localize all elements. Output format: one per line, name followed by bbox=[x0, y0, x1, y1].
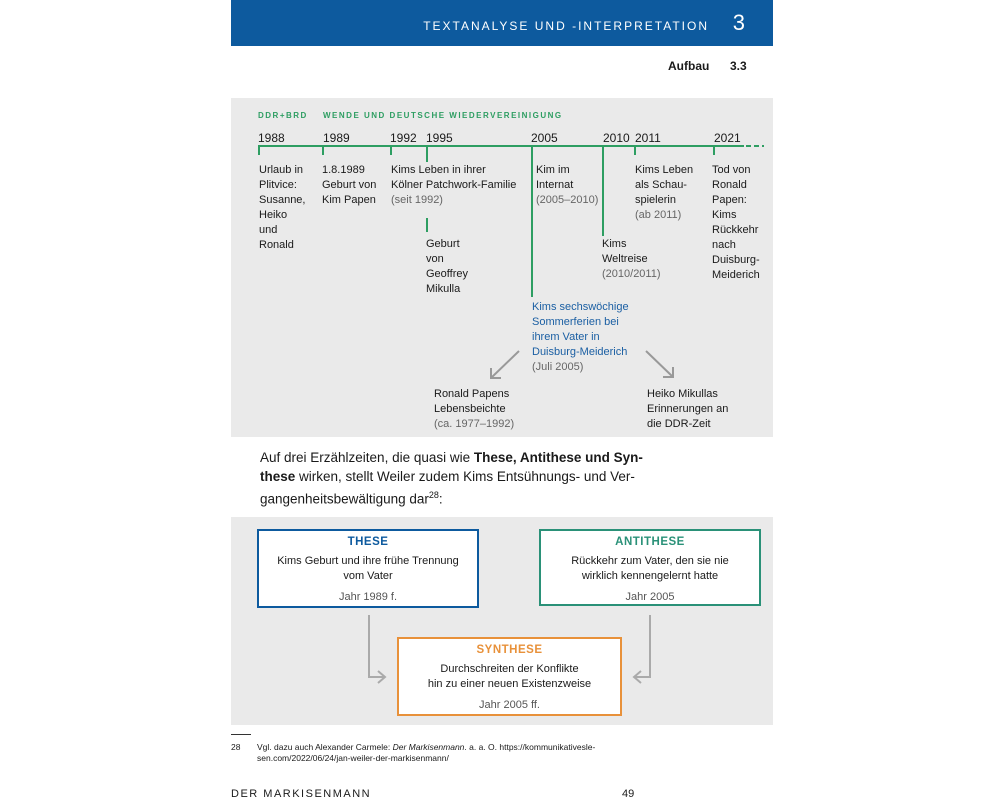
book-title: DER MARKISENMANN bbox=[231, 788, 372, 800]
body-paragraph: Auf drei Erzählzeiten, die quasi wie These, Antithese und Syn- these wirken, stellt Weiler zudem Kims Entsühnungs- und Ver- gangenheitsbewältigung dar$^{28}$: bbox=[260, 450, 643, 507]
ronald-lebensbeichte: Ronald Papens Lebensbeichte (ca. 1977–1992) bbox=[434, 388, 515, 430]
these-title: THESE bbox=[347, 536, 389, 548]
year-label: 1992 bbox=[390, 131, 417, 145]
page-number: 49 bbox=[622, 788, 635, 800]
year-label: 2011 bbox=[635, 131, 661, 145]
year-label: 2005 bbox=[531, 131, 558, 145]
year-label: 1988 bbox=[258, 131, 285, 145]
subheader-number: 3.3 bbox=[730, 59, 747, 73]
event-2005-sommerferien: Kims sechswöchige Sommerferien bei ihrem Vater in Duisburg-Meiderich (Juli 2005) bbox=[532, 301, 629, 373]
footnote-rule bbox=[231, 734, 251, 735]
heiko-erinnerungen: Heiko Mikullas Erinnerungen an die DDR-Zeit bbox=[647, 388, 729, 430]
arrow-these-to-synthese bbox=[369, 615, 385, 677]
these-card: THESE Kims Geburt und ihre frühe Trennung vom Vater Jahr 1989 f. bbox=[257, 529, 479, 608]
event-1989: 1.8.1989 Geburt von Kim Papen bbox=[322, 164, 377, 206]
synthese-title: SYNTHESE bbox=[476, 644, 543, 656]
event-2005-internat: Kim im Internat (2005–2010) bbox=[536, 164, 599, 206]
section-title: TEXTANALYSE UND -INTERPRETATION bbox=[423, 19, 709, 33]
event-2011: Kims Leben als Schau- spielerin (ab 2011) bbox=[635, 164, 694, 221]
timeline-label-ddr-brd: DDR+BRD bbox=[258, 111, 308, 120]
year-label: 1989 bbox=[323, 131, 350, 145]
synthese-card: SYNTHESE Durchschreiten der Konflikte hin zu einer neuen Existenzweise Jahr 2005 ff. bbox=[397, 637, 622, 716]
timeline-label-wende: WENDE UND DEUTSCHE WIEDERVEREINIGUNG bbox=[323, 111, 563, 120]
event-1988: Urlaub in Plitvice: Susanne, Heiko und Ronald bbox=[259, 164, 306, 251]
chapter-number: 3 bbox=[732, 10, 745, 35]
event-1995: Geburt von Geoffrey Mikulla bbox=[426, 238, 468, 295]
arrow-antithese-to-synthese bbox=[634, 615, 650, 677]
event-1992: Kims Leben in ihrer Kölner Patchwork-Familie (seit 1992) bbox=[391, 164, 517, 206]
footnote-ref: 28 bbox=[428, 490, 439, 500]
year-label: 2010 bbox=[603, 131, 630, 145]
subheader-label: Aufbau bbox=[668, 59, 710, 73]
antithese-card: ANTITHESE Rückkehr zum Vater, den sie nie wirklich kennengelernt hatte Jahr 2005 bbox=[539, 529, 761, 606]
event-2010: Kims Weltreise (2010/2011) bbox=[602, 238, 661, 280]
footnote: 28 Vgl. dazu auch Alexander Carmele: Der Markisenmann. a. a. O. https://kommunikativesle- sen.com/2022/06/24/jan-weiler-der-markisenmann/ bbox=[231, 742, 596, 763]
event-2021: Tod von Ronald Papen: Kims Rückkehr nach Duisburg- Meiderich bbox=[712, 164, 760, 281]
antithese-title: ANTITHESE bbox=[615, 536, 685, 548]
year-label: 2021 bbox=[714, 131, 741, 145]
year-label: 1995 bbox=[426, 131, 453, 145]
